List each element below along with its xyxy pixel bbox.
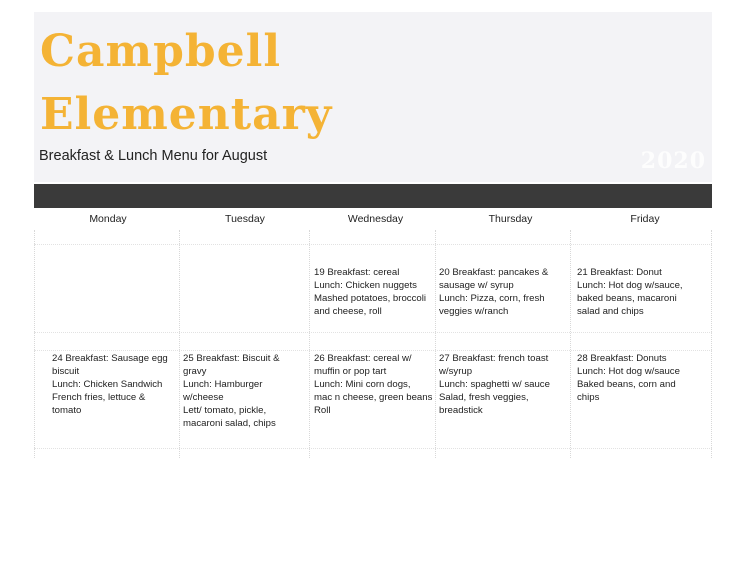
menu-line: macaroni salad, chips xyxy=(183,418,276,429)
weekday-header xyxy=(34,208,712,230)
day-monday: Monday xyxy=(89,213,127,225)
menu-line: Lunch: Hot dog w/sauce xyxy=(577,366,680,377)
day-tuesday: Tuesday xyxy=(225,213,265,225)
year-watermark: 2020 xyxy=(640,148,706,174)
school-name-line2: Elementary xyxy=(40,89,333,140)
menu-day-25 xyxy=(183,352,280,430)
menu-line: and cheese, roll xyxy=(314,306,382,317)
grid-line xyxy=(711,230,712,458)
menu-line: Lunch: Pizza, corn, fresh xyxy=(439,293,545,304)
grid-line xyxy=(570,230,571,458)
menu-line: Lunch: Mini corn dogs, xyxy=(314,379,411,390)
menu-line: gravy xyxy=(183,366,207,377)
day-thursday: Thursday xyxy=(488,213,533,225)
menu-day-20 xyxy=(439,266,548,318)
menu-line: Lunch: Hot dog w/sauce, xyxy=(577,280,683,291)
menu-line: tomato xyxy=(52,405,82,416)
menu-line: breadstick xyxy=(439,405,483,416)
menu-line: muffin or pop tart xyxy=(314,366,387,377)
menu-subtitle: Breakfast & Lunch Menu for August xyxy=(39,148,268,164)
menu-line: French fries, lettuce & xyxy=(52,392,146,403)
menu-line: sausage w/ syrup xyxy=(439,280,514,291)
menu-day-28 xyxy=(577,352,680,404)
menu-line: 20 Breakfast: pancakes & xyxy=(439,267,549,278)
menu-line: 28 Breakfast: Donuts xyxy=(577,353,667,364)
menu-line: veggies w/ranch xyxy=(439,306,509,317)
grid-line xyxy=(34,244,712,245)
menu-line: Roll xyxy=(314,405,331,416)
grid-line xyxy=(435,230,436,458)
menu-line: mac n cheese, green beans xyxy=(314,392,433,403)
menu-line: biscuit xyxy=(52,366,80,377)
menu-day-21 xyxy=(577,266,683,318)
calendar-grid xyxy=(34,230,712,458)
menu-line: 21 Breakfast: Donut xyxy=(577,267,662,278)
menu-day-24 xyxy=(52,352,168,417)
menu-line: Mashed potatoes, broccoli xyxy=(314,293,426,304)
menu-line: 25 Breakfast: Biscuit & xyxy=(183,353,280,364)
grid-line xyxy=(309,230,310,458)
menu-line: w/syrup xyxy=(439,366,473,377)
menu-line: w/cheese xyxy=(183,392,224,403)
menu-line: 19 Breakfast: cereal xyxy=(314,267,400,278)
menu-line: baked beans, macaroni xyxy=(577,293,677,304)
menu-line: chips xyxy=(577,392,600,403)
menu-line: Lunch: Chicken Sandwich xyxy=(52,379,163,390)
menu-day-27 xyxy=(439,352,550,417)
day-wednesday: Wednesday xyxy=(347,213,404,225)
grid-line xyxy=(34,332,712,333)
menu-day-26 xyxy=(314,352,432,417)
grid-line xyxy=(179,230,180,458)
menu-sheet xyxy=(34,12,712,542)
school-name-line1: Campbell xyxy=(40,26,282,77)
menu-line: Lunch: Hamburger xyxy=(183,379,263,390)
menu-line: Lunch: Chicken nuggets xyxy=(314,280,417,291)
menu-line: 27 Breakfast: french toast xyxy=(439,353,549,364)
grid-line xyxy=(34,230,35,458)
menu-day-19 xyxy=(314,266,426,318)
calendar-header-bar xyxy=(34,184,712,208)
menu-line: Lunch: spaghetti w/ sauce xyxy=(439,379,550,390)
menu-line: Salad, fresh veggies, xyxy=(439,392,529,403)
menu-line: Baked beans, corn and xyxy=(577,379,676,390)
day-friday: Friday xyxy=(630,213,660,225)
grid-line xyxy=(34,350,712,351)
menu-line: salad and chips xyxy=(577,306,644,317)
menu-line: Lett/ tomato, pickle, xyxy=(183,405,267,416)
menu-line: 24 Breakfast: Sausage egg xyxy=(52,353,168,364)
menu-line: 26 Breakfast: cereal w/ xyxy=(314,353,412,364)
grid-line xyxy=(34,448,712,449)
